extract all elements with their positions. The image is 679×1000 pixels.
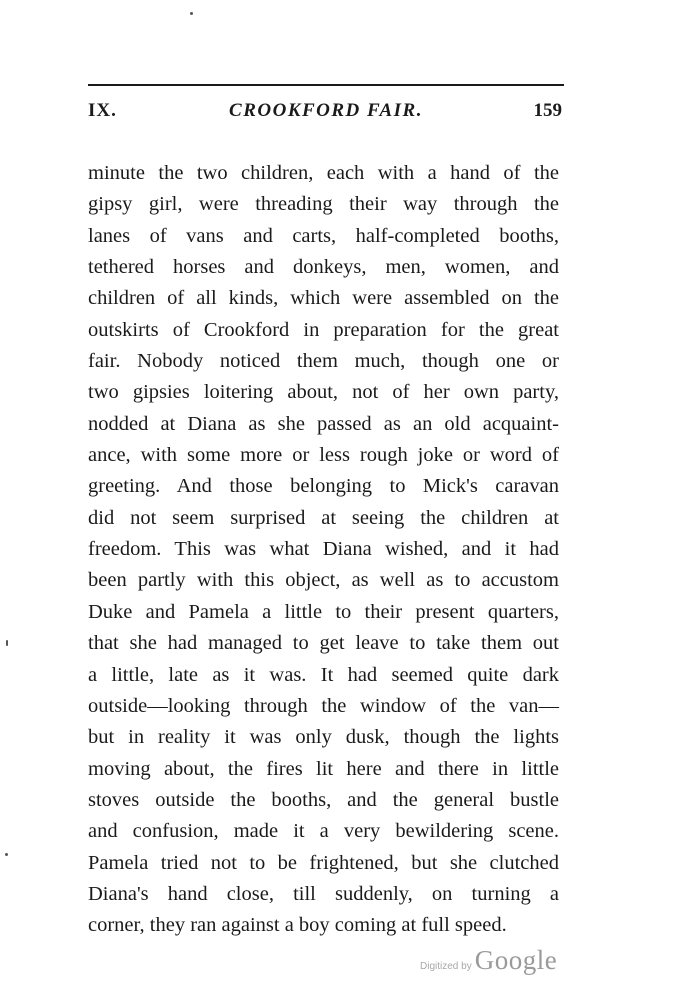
text-line: been partly with this object, as well as to accustom: [88, 569, 559, 592]
text-line: outskirts of Crookford in preparation for the great: [88, 318, 559, 341]
text-line: ance, with some more or less rough joke or word of: [88, 444, 559, 467]
text-line: corner, they ran against a boy coming at full speed.: [88, 914, 507, 937]
text-line: Duke and Pamela a little to their present quarters,: [88, 600, 559, 623]
text-line: nodded at Diana as she passed as an old acquaint-: [88, 412, 559, 435]
text-line: greeting. And those belonging to Mick's caravan: [88, 475, 559, 498]
text-line: lanes of vans and carts, half-completed booths,: [88, 224, 559, 247]
text-line: gipsy girl, were threading their way through the: [88, 193, 559, 216]
text-line: Diana's hand close, till suddenly, on turning a: [88, 882, 559, 905]
text-line: fair. Nobody noticed them much, though one or: [88, 350, 559, 373]
text-line: moving about, the fires lit here and there in little: [88, 757, 559, 780]
digitized-by-google-watermark: [420, 945, 557, 977]
text-line: a little, late as it was. It had seemed quite dark: [88, 663, 559, 686]
speck-left-bottom: [5, 853, 8, 856]
text-line: outside—looking through the window of the van—: [88, 694, 559, 717]
text-line: two gipsies loitering about, not of her own party,: [88, 381, 559, 404]
chapter-number: IX.: [88, 100, 117, 121]
google-logo: Google: [474, 945, 558, 975]
text-line: that she had managed to get leave to take them out: [88, 632, 559, 655]
text-line: minute the two children, each with a hand of the: [88, 162, 559, 184]
text-line: and confusion, made it a very bewildering scene.: [88, 820, 559, 843]
speck-left-margin: [6, 640, 8, 646]
body-text: [88, 158, 559, 942]
text-line: Pamela tried not to be frightened, but she clutched: [88, 851, 559, 874]
header-rule: [88, 84, 564, 86]
running-title: CROOKFORD FAIR.: [229, 100, 423, 121]
text-line: stoves outside the booths, and the general bustle: [88, 788, 559, 811]
text-line: did not seem surprised at seeing the children at: [88, 506, 559, 529]
text-line: children of all kinds, which were assembled on the: [88, 287, 559, 310]
running-header: [88, 100, 564, 126]
text-line: but in reality it was only dusk, though the lights: [88, 726, 559, 749]
speck-top: [190, 12, 193, 15]
page-number: 159: [533, 100, 562, 121]
text-line: freedom. This was what Diana wished, and it had: [88, 538, 559, 561]
text-line: tethered horses and donkeys, men, women, and: [88, 256, 559, 279]
watermark-prefix: Digitized by: [420, 961, 472, 972]
